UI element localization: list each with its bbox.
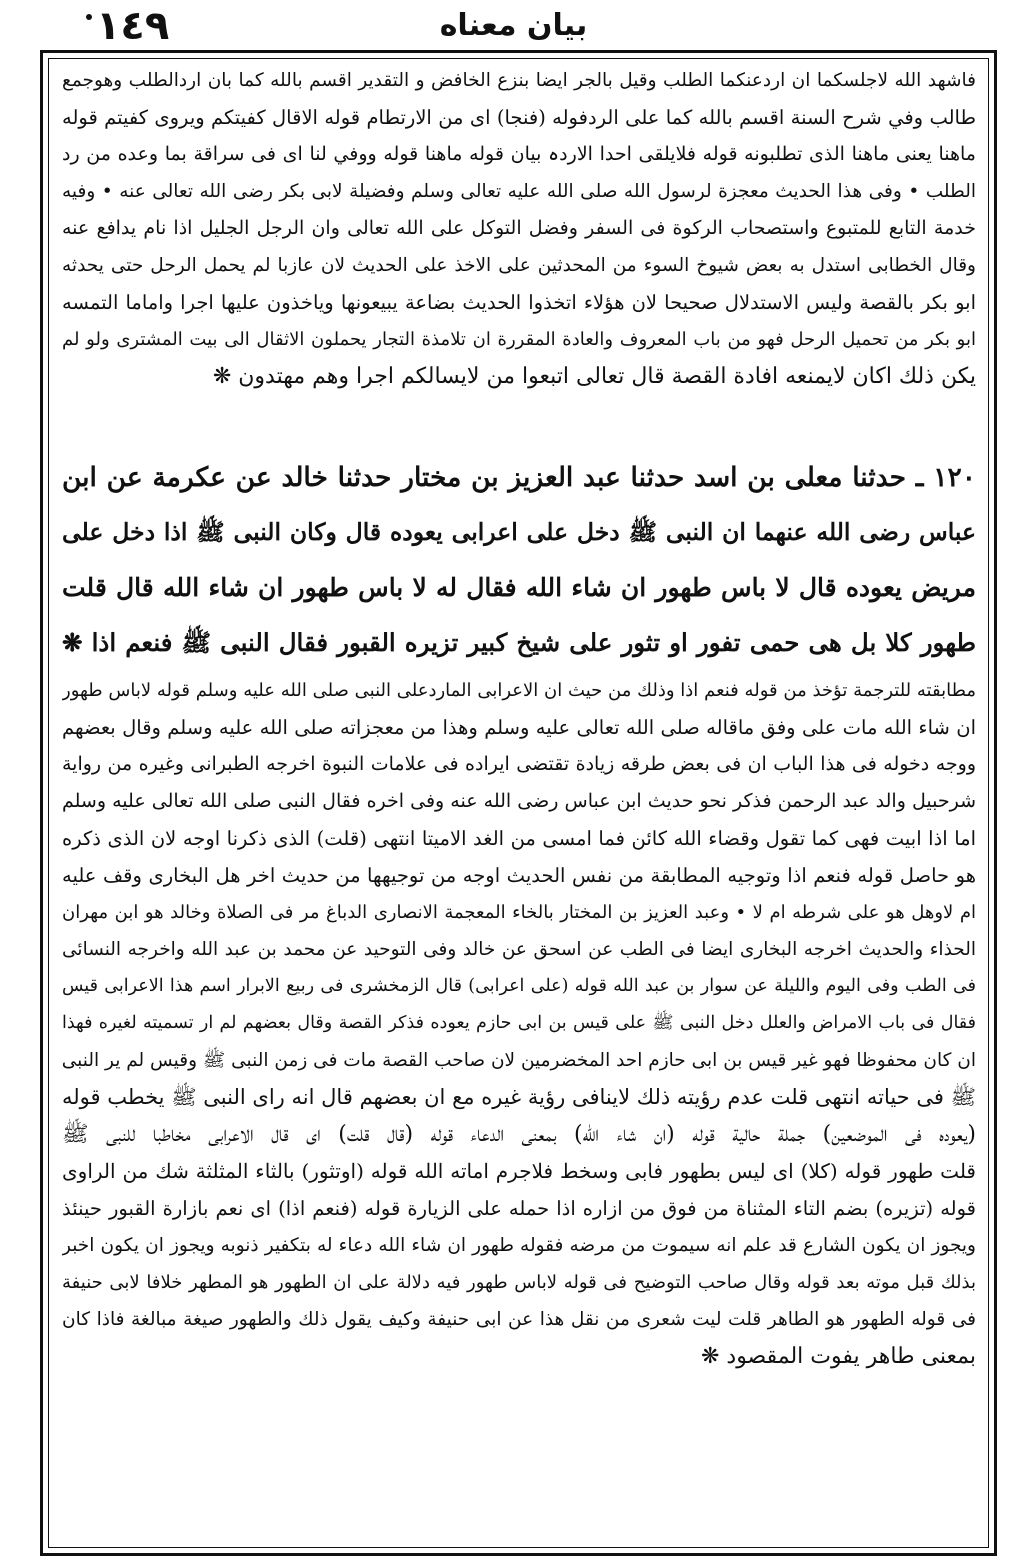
commentary-line: ابو بكر من تحميل الرحل فهو من باب المعروف والعادة المقررة ان تلامذة التجار يحملون الاثقال الى بيت المشترى ولو لم [62,329,976,350]
page-number: ١٤٩ [96,3,170,49]
commentary-line: (يعوده فى الموضعين) جملة حالية قوله (ان شاء الله) بمعنى الدعاء قوله (قال قلت) اى قال الاعرابى مخاطبا للنبى ﷺ [62,1122,976,1147]
commentary-line: يكن ذلك اكان لايمنعه افادة القصة قال تعالى اتبعوا من لايسالكم اجرا وهم مهتدون ❋ [212,364,976,389]
hadith-line [62,450,976,505]
hadith-line: عباس رضى الله عنهما ان النبى ﷺ دخل على اعرابى يعوده قال وكان النبى ﷺ اذا دخل على [62,518,976,546]
commentary-line: وقال الخطابى استدل به بعض شيوخ السوء من المحدثين على الاخذ على الحديث لان عازبا لم يحمل الرحل حتى يحدثه [62,255,976,276]
commentary-line: فاشهد الله لاجلسكما ان اردعنكما الطلب وقيل بالجر ايضا بنزع الخافض و التقدير اقسم بالله كما بان اردالطلب وهوجمع [62,70,976,91]
hadith-text [62,450,976,670]
hadith-number: ١٢٠ ـ [915,462,976,493]
commentary-line: اما اذا ابيت فهى كما تقول وقضاء الله كائن فما امسى من الغد الاميتا انتهى (قلت) الذى ذكرنا اوجه لان الذى ذكره [62,827,976,850]
commentary-line: هو حاصل قوله فنعم اذا وتوجيه المطابقة من نفس الحديث اوجه من توجيهها من حديث اخر هل البخارى وقف عليه [62,864,976,887]
commentary-line: ابو بكر بالقصة وليس الاستدلال صحيحا لان هؤلاء اتخذوا الحديث بضاعة يبيعونها وياخذون عليها اجرا واماما التمسه [62,291,976,314]
hadith-line: طهور كلا بل هى حمى تفور او تثور على شيخ كبير تزيره القبور فقال النبى ﷺ فنعم اذا ❋ [62,628,976,657]
commentary-line: ﷺ فى حياته انتهى قلت عدم رؤيته ذلك لاينافى رؤية غيره مع ان بعضهم قال انه راى النبى ﷺ يخطب قوله [62,1085,976,1109]
commentary-line: الطلب • وفى هذا الحديث معجزة لرسول الله صلى الله عليه تعالى وسلم وفضيلة لابى بكر رضى الله تعالى عنه • وفيه [62,181,976,202]
commentary-line: فى الطب وفى اليوم والليلة عن سوار بن عبد الله قوله (على اعرابى) قال الزمخشرى فى ربيع الابرار اسم هذا الاعرابى قيس [62,976,976,996]
hadith-line: مريض يعوده قال لا باس طهور ان شاء الله فقال له لا باس طهور ان شاء الله قال قلت [62,573,976,602]
commentary-line: مطابقته للترجمة تؤخذ من قوله فنعم اذا وذلك من حيث ان الاعرابى الماردعلى النبى صلى الله عليه وسلم قوله لاباس طهور [62,680,976,701]
commentary-line: فقال فى باب الامراض والعلل دخل النبى ﷺ على قيس بن ابى حازم يعوده فذكر القصة وقال بعضهم لم ار تسميته لغيره فهذا [62,1013,976,1033]
commentary-line: شرحبيل والد عبد الرحمن فذكر نحو حديث ابن عباس رضى الله عنه وفى اخره فقال النبى صلى الله تعالى عليه وسلم [62,790,976,812]
commentary-line: ووجه دخوله فى هذا الباب ان فى بعض طرقه زيادة تقتضى ايراده فى علامات النبوة اخرجه الطبرانى وغيره من رواية [62,753,976,775]
commentary-line: خدمة التابع للمتبوع واستصحاب الركوة فى السفر وفضل التوكل على الله تعالى وان الرجل الجليل اذا نام يدافع عنه [62,217,976,239]
commentary-line: بمعنى طاهر يفوت المقصود ❋ [700,1344,976,1369]
commentary-line: طالب وفي شرح السنة اقسم بالله كما على الردفوله (فنجا) اى من الارتطام قوله الاقال كفيتكم ويروى كفيتم قوله [62,106,976,129]
commentary-line: فى قوله الطهور هو الطاهر قلت ليت شعرى من نقل هذا عن ابى حنيفة وكيف يقول ذلك والطهور صيغة مبالغة فاذا كان [62,1309,976,1330]
hadith-line-text: حدثنا معلى بن اسد حدثنا عبد العزيز بن مختار حدثنا خالد عن عكرمة عن ابن [62,462,906,493]
commentary-line: قوله (تزيره) بضم التاء المثناة من فوق من ازاره اذا حمله على الزيارة قوله (فنعم اذا) اى نعم بازارة القبور حينئذ [62,1197,976,1220]
commentary-top [62,62,976,395]
commentary-line: قلت طهور قوله (كلا) اى ليس بطهور فابى وسخط فلاجرم اماته الله قوله (اوتثور) بالثاء المثلثة شك من الراوى [62,1159,976,1183]
commentary-line: الحذاء والحديث اخرجه البخارى ايضا فى الطب عن اسحق عن خالد وفى التوحيد عن محمد بن عبد الله واخرجه النسائى [62,939,976,960]
commentary-line: ان كان محفوظا فهو غير قيس بن ابى حازم احد المخضرمين لان صاحب القصة مات فى زمن النبى ﷺ وقيس لم ير النبى [62,1050,976,1071]
commentary-line: ماهنا يعنى ماهنا الذى تطلبونه قوله فلايلقى احدا الاردہ بيان قوله ماهنا قوله ووفي لنا اى فى سراقة بما وعده من رد [62,143,976,165]
commentary-bottom [62,672,976,1375]
commentary-line: ام لاوهل هو على شرطه ام لا • وعبد العزيز بن المختار بالخاء المعجمة الانصارى الدباغ مر فى الصلاة وخالد هو ابن مهران [62,902,976,923]
running-title: بيان معناه [439,8,588,43]
commentary-line: ويجوز ان يكون الشارع قد علم انه سيموت من مرضه فقوله طهور ان شاء الله دعاء له بتكفير ذنوبه ويجوز ان يكون اخبر [62,1235,976,1256]
commentary-line: ان شاء الله مات على وفق ماقاله صلى الله تعالى عليه وسلم وهذا من معجزاته صلى الله عليه وسلم وقال بعضهم [62,716,976,739]
commentary-line: بذلك قبل موته بعد قوله وقال صاحب التوضيح فى قوله لاباس طهور فيه دلالة على ان الطهور هو المطهر خلافا لابى حنيفة [62,1272,976,1293]
